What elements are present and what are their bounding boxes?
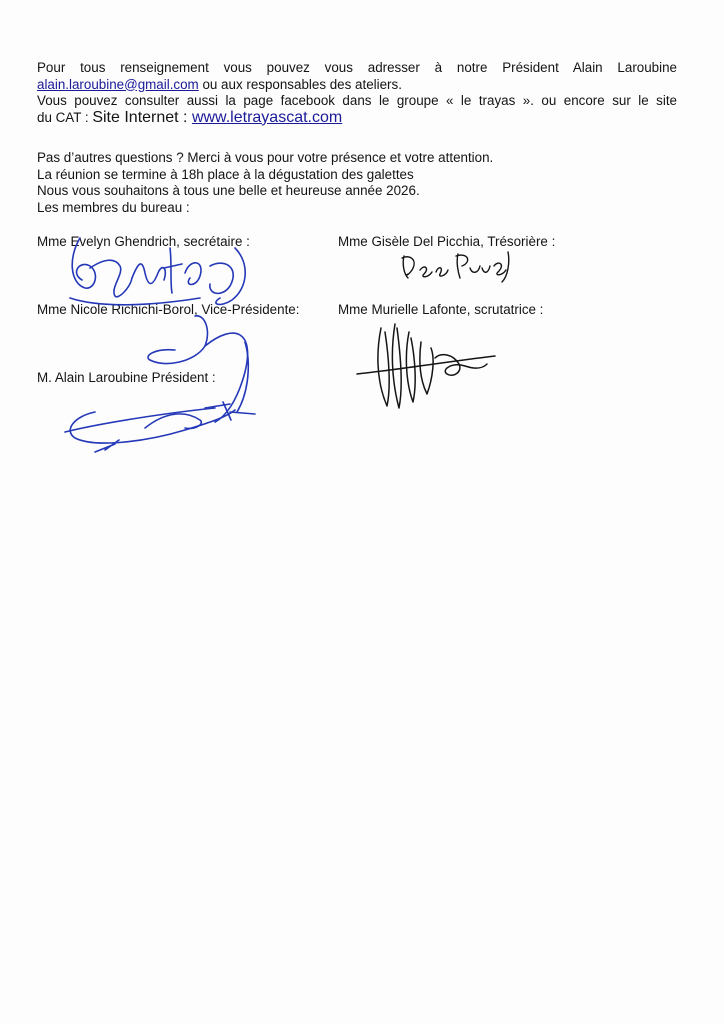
closing-end: La réunion se termine à 18h place à la dégustation des galettes bbox=[37, 166, 414, 182]
email-link[interactable]: alain.laroubine@gmail.com bbox=[37, 76, 199, 92]
contact-line-3: Vous pouvez consulter aussi la page facebook dans le groupe « le trayas ». ou encore sur le site bbox=[37, 93, 677, 108]
contact-line-2-suffix: ou aux responsables des ateliers. bbox=[198, 76, 402, 92]
contact-line-4-prefix: du CAT : bbox=[37, 109, 93, 125]
closing-question: Pas d’autres questions ? Merci à vous pour votre présence et votre attention. bbox=[37, 150, 494, 165]
scrutineer-signature bbox=[355, 318, 505, 418]
vice-president-signature bbox=[55, 312, 275, 462]
president-label: M. Alain Laroubine Président : bbox=[37, 370, 216, 385]
closing-wishes: Nous vous souhaitons à tous une belle et heureuse année 2026. bbox=[37, 183, 420, 198]
contact-line-2 bbox=[37, 77, 677, 94]
secretary-label: Mme Evelyn Ghendrich, secrétaire : bbox=[37, 234, 250, 249]
vice-president-label: Mme Nicole Richichi-Borol, Vice-Présidente: bbox=[37, 302, 300, 317]
contact-paragraph bbox=[37, 60, 677, 126]
contact-line-4 bbox=[37, 110, 677, 127]
site-label: Site Internet : bbox=[92, 108, 192, 126]
scrutineer-label: Mme Murielle Lafonte, scrutatrice : bbox=[338, 302, 544, 317]
closing-members: Les membres du bureau : bbox=[37, 199, 190, 215]
secretary-signature bbox=[60, 228, 260, 318]
treasurer-label: Mme Gisèle Del Picchia, Trésorière : bbox=[338, 234, 556, 249]
contact-line-1: Pour tous renseignement vous pouvez vous adresser à notre Président Alain Laroubine bbox=[37, 60, 677, 75]
treasurer-signature bbox=[398, 248, 518, 288]
closing-paragraph bbox=[37, 150, 677, 216]
site-link[interactable]: www.letrayascat.com bbox=[191, 108, 343, 126]
